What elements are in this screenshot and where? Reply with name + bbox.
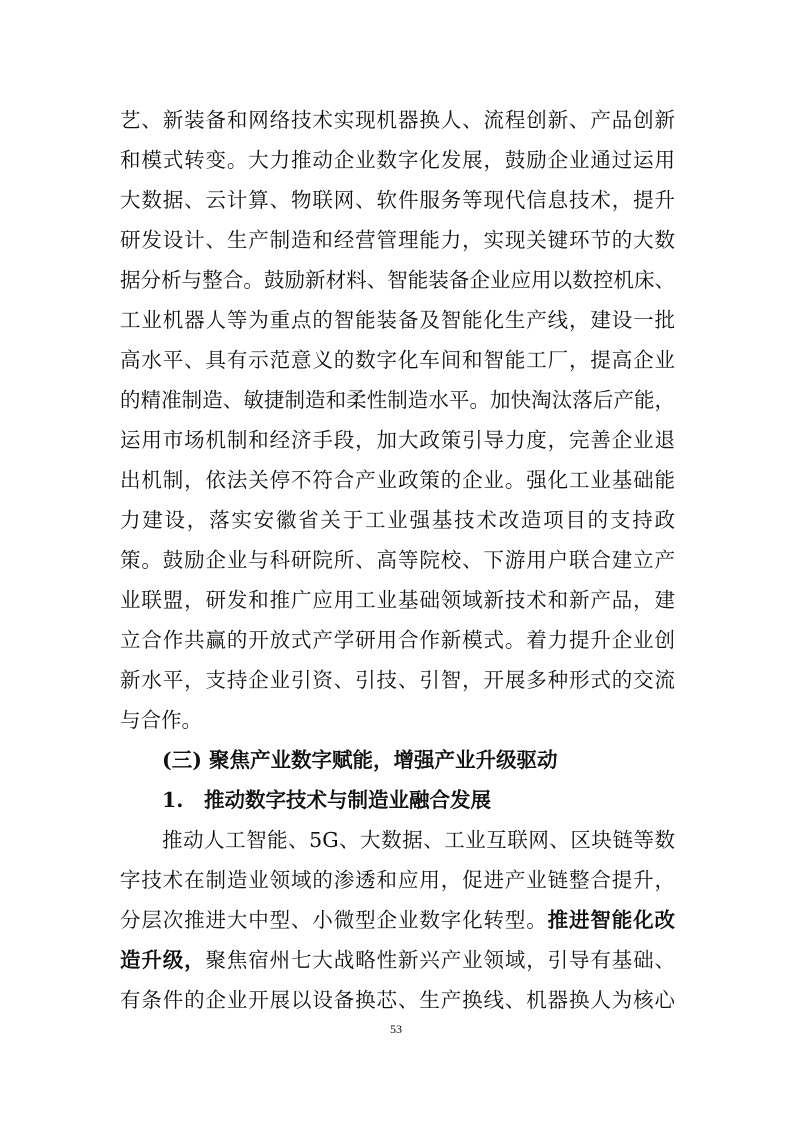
sub-heading-title: 推动数字技术与制造业融合发展 — [204, 788, 491, 812]
text-line: 力建设，落实安徽省关于工业强基技术改造项目的支持政 — [120, 508, 675, 532]
bold-text-run: 推进智能化改 — [547, 908, 675, 932]
text-line: 的精准制造、敏捷制造和柔性制造水平。加快淘汰落后产能， — [120, 388, 675, 412]
sub-heading — [120, 780, 675, 820]
text-line: 运用市场机制和经济手段，加大政策引导力度，完善企业退 — [120, 428, 675, 452]
text-line: 有条件的企业开展以设备换芯、生产换线、机器换人为核心 — [120, 988, 675, 1012]
text-line: 策。鼓励企业与科研院所、高等院校、下游用户联合建立产 — [120, 548, 675, 572]
bold-text-run: 造升级， — [120, 948, 206, 972]
paragraph-2 — [120, 820, 675, 1020]
text-line: 业联盟，研发和推广应用工业基础领域新技术和新产品，建 — [120, 588, 675, 612]
text-line: 大数据、云计算、物联网、软件服务等现代信息技术，提升 — [120, 188, 675, 212]
section-heading: (三) 聚焦产业数字赋能，增强产业升级驱动 — [162, 748, 558, 772]
text-line: 艺、新装备和网络技术实现机器换人、流程创新、产品创新 — [120, 108, 675, 132]
text-line: 立合作共赢的开放式产学研用合作新模式。着力提升企业创 — [120, 628, 675, 652]
text-run: 聚焦宿州七大战略性新兴产业领域，引导有基础、 — [205, 948, 675, 972]
text-line: 工业机器人等为重点的智能装备及智能化生产线，建设一批 — [120, 308, 675, 332]
text-line: 高水平、具有示范意义的数字化车间和智能工厂，提高企业 — [120, 348, 675, 372]
text-line: 推动人工智能、5G、大数据、工业互联网、区块链等数 — [162, 828, 675, 852]
sub-heading-number: 1. — [162, 788, 184, 812]
text-line: 出机制，依法关停不符合产业政策的企业。强化工业基础能 — [120, 468, 675, 492]
text-line — [120, 940, 675, 980]
text-line: 和模式转变。大力推动企业数字化发展，鼓励企业通过运用 — [120, 148, 675, 172]
text-line: 据分析与整合。鼓励新材料、智能装备企业应用以数控机床、 — [120, 268, 675, 292]
body-text — [120, 100, 675, 1020]
text-line: 字技术在制造业领域的渗透和应用，促进产业链整合提升， — [120, 868, 675, 892]
text-line: 与合作。 — [120, 708, 202, 732]
text-line: 研发设计、生产制造和经营管理能力，实现关键环节的大数 — [120, 228, 675, 252]
page-number: 53 — [390, 1022, 402, 1036]
text-line — [120, 900, 675, 940]
text-line: 新水平，支持企业引资、引技、引智，开展多种形式的交流 — [120, 668, 675, 692]
text-run: 分层次推进大中型、小微型企业数字化转型。 — [120, 908, 548, 932]
paragraph-1 — [120, 100, 675, 740]
